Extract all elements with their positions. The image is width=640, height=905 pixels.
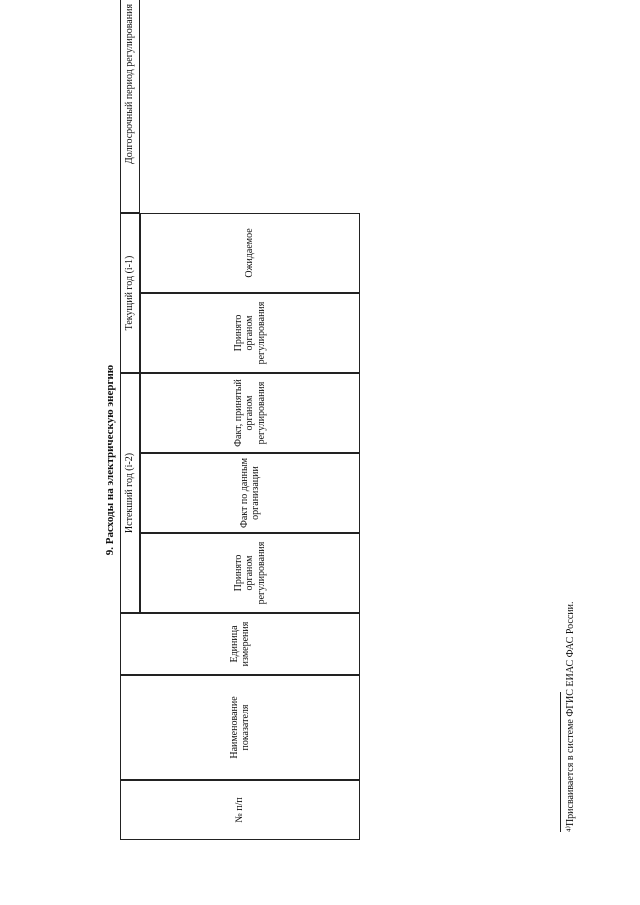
header-unit-text: Единица измерения <box>228 621 251 667</box>
header-fact-accepted-text: Факт, принятый органом регулирования <box>232 379 267 447</box>
footnote <box>560 80 580 840</box>
header-expected-text: Ожидаемое <box>244 228 256 278</box>
header-expected <box>140 213 360 293</box>
section-title: 9. Расходы на электрическую энергию <box>104 364 116 556</box>
header-expired-year <box>120 373 140 613</box>
header-current-year <box>120 213 140 373</box>
header-accepted-current-text: Принято органом регулирования <box>232 301 267 365</box>
header-accepted-expired <box>140 533 360 613</box>
header-num <box>120 780 360 840</box>
footnote-wrap <box>560 80 580 840</box>
header-current-year-text: Текущий год (i-1) <box>124 255 136 331</box>
footnote-text: ⁴⁾Присваивается в системе ФГИС ЕИАС ФАС России. <box>564 601 576 832</box>
header-expired-year-text: Истекший год (i-2) <box>124 452 136 534</box>
header-fact-org <box>140 453 360 533</box>
header-fact-org-text: Факт по данным организации <box>238 457 261 529</box>
footnote-rule <box>560 692 561 832</box>
header-accepted-expired-text: Принято органом регулирования <box>232 541 267 605</box>
expenses-table <box>100 3 552 840</box>
header-name <box>120 675 360 780</box>
header-accepted-current <box>140 293 360 373</box>
header-long-term-text: Долгосрочный период регулирования <box>124 3 136 165</box>
header-fact-accepted <box>140 373 360 453</box>
header-unit <box>120 613 360 675</box>
header-num-text: № п/п <box>234 797 246 823</box>
header-long-term <box>120 0 140 213</box>
header-name-text: Наименование показателя <box>228 696 251 759</box>
